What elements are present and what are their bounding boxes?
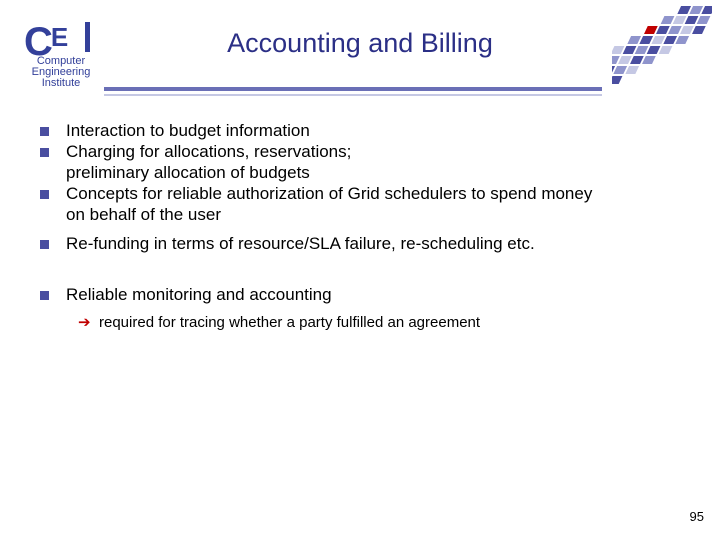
bullet-text: Concepts for reliable authorization of Grid schedulers to spend money [66,184,593,203]
square-bullet-icon [40,127,49,136]
logo-letter-c: C [24,20,51,64]
bullet-item [40,233,700,254]
square-bullet-icon [40,240,49,249]
cei-logo [18,12,98,92]
bullet-item [40,183,700,225]
logo-line-2: Engineering [31,66,91,78]
square-bullet-icon [40,190,49,199]
bullet-text: preliminary allocation of budgets [66,163,310,182]
arrow-right-icon: ➔ [78,314,91,331]
bullet-text: Reliable monitoring and accounting [66,285,332,304]
slide-title: Accounting and Billing [227,28,493,58]
bullet-item [40,141,700,183]
bullet-list [40,120,700,332]
bullet-text: Interaction to budget information [66,121,310,140]
title-rule [104,87,602,91]
logo-line-3: Institute [41,77,81,89]
square-bullet-icon [40,148,49,157]
bullet-text: Charging for allocations, reservations; [66,142,352,161]
bullet-text: on behalf of the user [66,205,222,224]
logo-text [20,56,102,89]
logo-bar [85,22,90,52]
bullet-item [40,120,700,141]
decorative-squares-icon [612,4,712,104]
logo-letter-e: E [50,22,67,52]
sub-bullet-item [40,313,700,332]
logo-line-1: Computer [36,55,86,67]
page-number: 95 [689,509,704,524]
bullet-text: Re-funding in terms of resource/SLA failure, re-scheduling etc. [66,234,535,253]
title-rule-shadow [104,94,602,96]
bullet-item [40,284,700,305]
sub-bullet-text: required for tracing whether a party fulfilled an agreement [99,314,481,331]
square-bullet-icon [40,291,49,300]
